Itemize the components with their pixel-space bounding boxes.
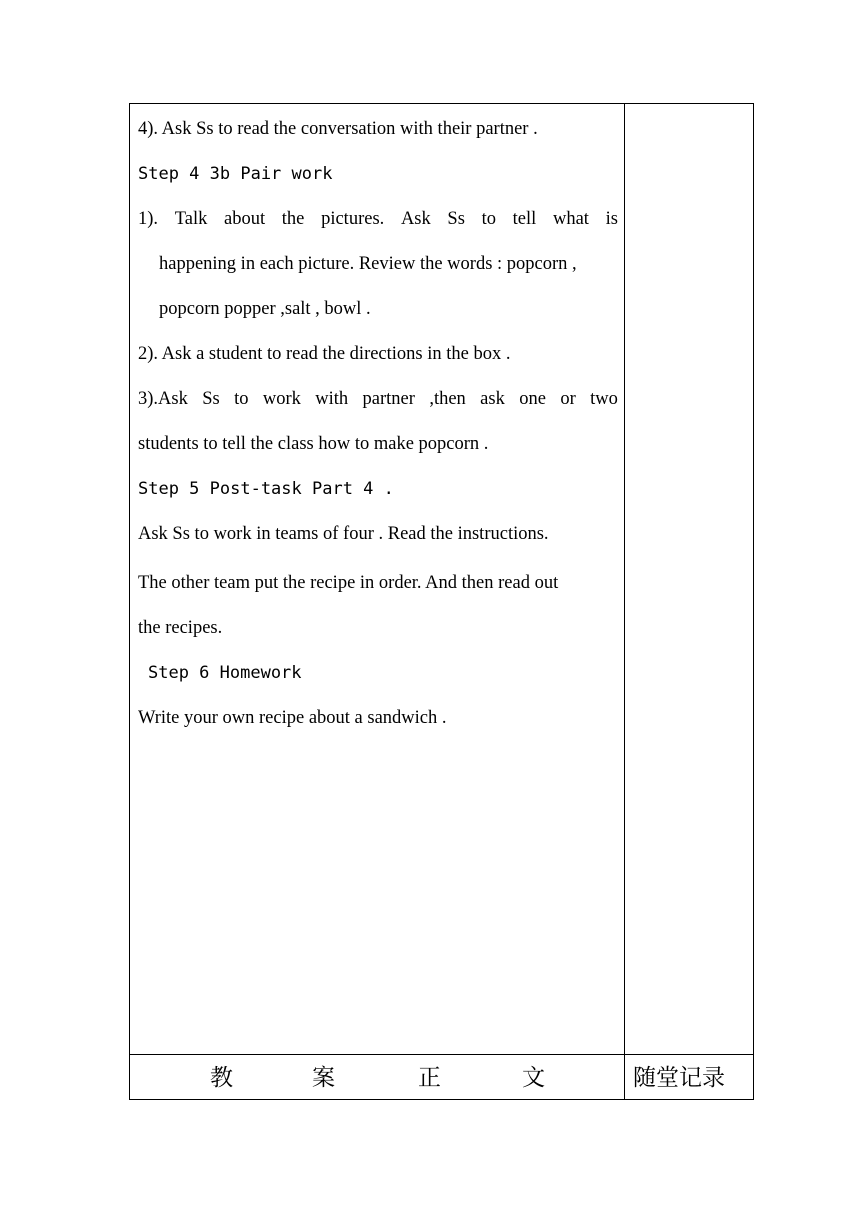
step4-item3-line1 [138,388,618,410]
word: to [234,389,249,409]
column-divider [624,104,625,1099]
word: is [605,209,618,229]
label-char: 正 [418,1065,441,1091]
step4-heading: Step 4 3b Pair work [138,164,333,184]
label-char: 案 [312,1065,335,1091]
notes-label: 随堂记录 [633,1065,725,1091]
word: or [560,389,576,409]
word: partner [362,389,415,409]
step5-line3: the recipes. [138,618,223,638]
word: what [552,209,589,229]
word: ,then [429,389,466,409]
word: 1). [138,209,159,229]
lesson-text-label [130,1055,624,1100]
step5-line1: Ask Ss to work in teams of four . Read the instructions. [138,524,549,544]
step4-item3-line2: students to tell the class how to make popcorn . [138,434,489,454]
step3-item4: 4). Ask Ss to read the conversation with their partner . [138,119,538,139]
word: with [315,389,349,409]
homework-text: Write your own recipe about a sandwich . [138,708,447,728]
step4-item1-line3: popcorn popper ,salt , bowl . [159,299,371,319]
lesson-plan-table [129,103,754,1100]
word: 3).Ask [138,389,188,409]
word: work [262,389,301,409]
word: two [590,389,618,409]
notes-label-cell [625,1055,754,1100]
word: pictures. [321,209,385,229]
word: Ss [202,389,220,409]
step4-item1-line2: happening in each picture. Review the words : popcorn , [159,254,577,274]
word: about [224,209,266,229]
step4-item1-line1 [138,208,618,230]
word: to [481,209,496,229]
word: tell [512,209,537,229]
label-char: 教 [210,1065,233,1091]
label-char: 文 [522,1065,545,1091]
word: Talk [174,209,208,229]
word: Ask [400,209,431,229]
word: one [519,389,546,409]
word: Ss [447,209,465,229]
word: the [281,209,305,229]
word: ask [480,389,505,409]
step4-item2: 2). Ask a student to read the directions in the box . [138,344,511,364]
step5-heading: Step 5 Post-task Part 4 . [138,479,394,499]
step6-heading: Step 6 Homework [148,663,302,683]
step5-line2: The other team put the recipe in order. And then read out [138,573,559,593]
